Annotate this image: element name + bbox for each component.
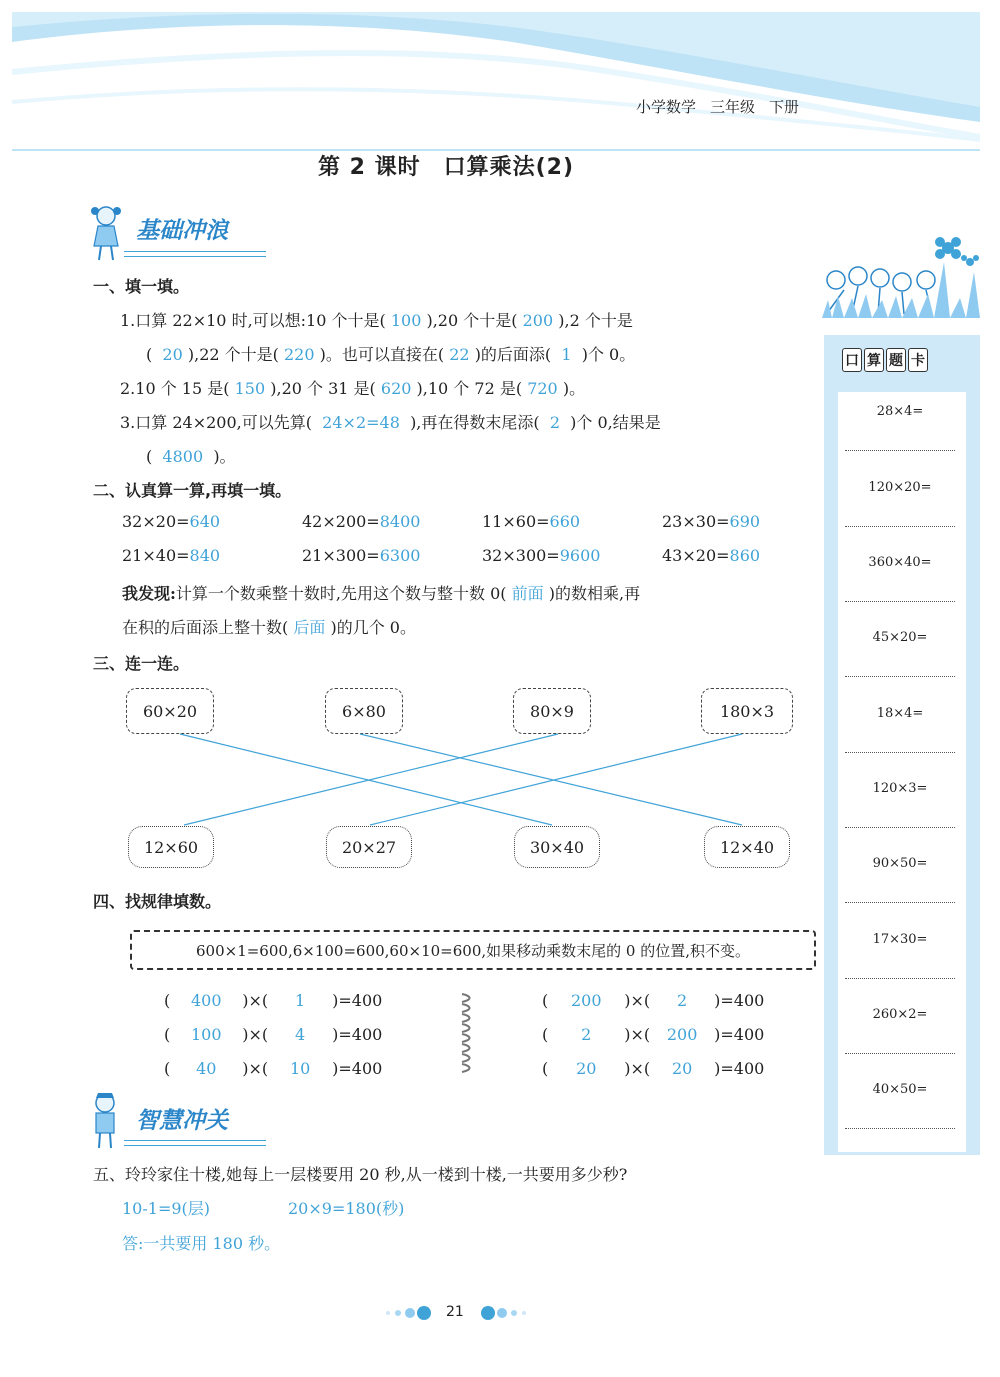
section-divider <box>124 251 266 257</box>
match-top-card[interactable]: 180×3 <box>701 688 793 734</box>
match-bottom-card[interactable]: 20×27 <box>326 826 412 868</box>
answer: 4800 <box>162 447 204 466</box>
answer-line <box>845 978 955 979</box>
q1-line1: 1.口算 22×10 时,可以想:10 个十是( 100 ),20 个十是( 200 ),2 个十是 <box>120 311 633 330</box>
answer-line <box>845 752 955 753</box>
subject-label: 小学数学 <box>636 98 697 116</box>
q2-item: 32×300=9600 <box>482 546 601 565</box>
girl-mascot-icon <box>88 202 124 262</box>
q4-left-row: ( 400 )×( 1 )=400 <box>164 991 383 1010</box>
card-problem: 40×50= <box>872 1082 928 1097</box>
card-problem: 45×20= <box>872 630 928 645</box>
boy-mascot-icon <box>88 1090 122 1150</box>
card-problem: 120×20= <box>868 480 932 495</box>
answer: 20 <box>162 345 183 364</box>
q2-discover: 我发现:计算一个数乘整十数时,先用这个数与整十数 0( 前面 )的数相乘,再 <box>122 584 641 603</box>
answer: 720 <box>527 379 558 398</box>
q4-rule-box: 600×1=600,6×100=600,60×10=600,如果移动乘数末尾的 0 的位置,积不变。 <box>130 930 816 970</box>
card-problem: 28×4= <box>876 404 924 419</box>
q2-item: 43×20=860 <box>662 546 761 565</box>
divider-ornament-icon <box>458 990 480 1080</box>
answer: 200 <box>522 311 554 330</box>
q2-item: 11×60=660 <box>482 512 581 531</box>
answer: 100 <box>390 311 422 330</box>
answer: 后面 <box>293 618 326 637</box>
match-bottom-card[interactable]: 30×40 <box>514 826 600 868</box>
answer-line <box>845 450 955 451</box>
section-basic-label: 基础冲浪 <box>136 218 228 244</box>
q4-heading: 四、找规律填数。 <box>93 892 222 911</box>
q1-line4: 3.口算 24×200,可以先算( 24×2=48 ),再在得数末尾添( 2 )个 0,结果是 <box>120 413 661 432</box>
answer-line <box>845 827 955 828</box>
answer: 1 <box>561 345 572 364</box>
section-challenge-label: 智慧冲关 <box>136 1108 228 1134</box>
answer-line <box>845 902 955 903</box>
page-number: 21 <box>446 1304 464 1320</box>
q1-line5: ( 4800 )。 <box>146 447 236 466</box>
q2-heading: 二、认真算一算,再填一填。 <box>93 481 292 500</box>
q5-work2: 20×9=180(秒) <box>288 1199 405 1218</box>
answer: 620 <box>380 379 412 398</box>
q2-discover2: 在积的后面添上整十数( 后面 )的几个 0。 <box>122 618 416 637</box>
q4-right-row: ( 20 )×( 20 )=400 <box>542 1059 765 1078</box>
page-title: 第 2 课时 口算乘法(2) <box>318 155 575 180</box>
q5-heading: 五、玲玲家住十楼,她每上一层楼要用 20 秒,从一楼到十楼,一共要用多少秒? <box>93 1165 628 1184</box>
match-line <box>370 734 742 825</box>
card-problem: 360×40= <box>868 555 932 570</box>
answer: 前面 <box>511 584 544 603</box>
card-problem: 18×4= <box>876 706 924 721</box>
q1-heading: 一、填一填。 <box>93 277 190 296</box>
q4-left-row: ( 40 )×( 10 )=400 <box>164 1059 383 1078</box>
q4-right-row: ( 2 )×( 200 )=400 <box>542 1025 765 1044</box>
breadcrumb <box>636 96 813 117</box>
q3-heading: 三、连一连。 <box>93 654 190 673</box>
match-bottom-card[interactable]: 12×40 <box>704 826 790 868</box>
card-problem: 17×30= <box>872 932 928 947</box>
answer-line <box>845 601 955 602</box>
volume-label: 下册 <box>769 98 800 116</box>
kids-flowers-illustration <box>822 222 982 322</box>
match-line <box>184 734 558 825</box>
answer: 2 <box>549 413 560 432</box>
answer-line <box>845 526 955 527</box>
q5-answer: 答:一共要用 180 秒。 <box>122 1234 281 1253</box>
q4-right-row: ( 200 )×( 2 )=400 <box>542 991 765 1010</box>
answer-line <box>845 676 955 677</box>
header-banner <box>12 12 980 152</box>
grade-label: 三年级 <box>710 98 756 116</box>
q2-item: 32×20=640 <box>122 512 221 531</box>
q1-line2: ( 20 ),22 个十是( 220 )。也可以直接在( 22 )的后面添( 1 )个 0。 <box>146 345 636 364</box>
answer: 150 <box>234 379 266 398</box>
q5-work1: 10-1=9(层) <box>122 1199 211 1218</box>
q1-line3: 2.10 个 15 是( 150 ),20 个 31 是( 620 ),10 个 72 是( 720 )。 <box>120 379 586 398</box>
q4-left-row: ( 100 )×( 4 )=400 <box>164 1025 383 1044</box>
match-top-card[interactable]: 80×9 <box>513 688 591 734</box>
mental-math-card-body <box>838 392 966 1152</box>
match-line <box>180 734 552 825</box>
answer-line <box>845 1053 955 1054</box>
q2-item: 42×200=8400 <box>302 512 421 531</box>
match-top-card[interactable]: 6×80 <box>325 688 403 734</box>
answer: 24×2=48 <box>322 413 400 432</box>
q2-item: 23×30=690 <box>662 512 761 531</box>
card-title: 口 算 题 卡 <box>842 348 930 372</box>
card-problem: 120×3= <box>872 781 928 796</box>
match-line <box>360 734 742 825</box>
answer-line <box>845 1128 955 1129</box>
card-problem: 90×50= <box>872 856 928 871</box>
match-bottom-card[interactable]: 12×60 <box>128 826 214 868</box>
match-top-card[interactable]: 60×20 <box>126 688 214 734</box>
q2-item: 21×40=840 <box>122 546 221 565</box>
answer: 220 <box>284 345 315 364</box>
q2-item: 21×300=6300 <box>302 546 421 565</box>
section-divider <box>124 1140 266 1146</box>
answer: 22 <box>449 345 470 364</box>
card-problem: 260×2= <box>872 1007 928 1022</box>
